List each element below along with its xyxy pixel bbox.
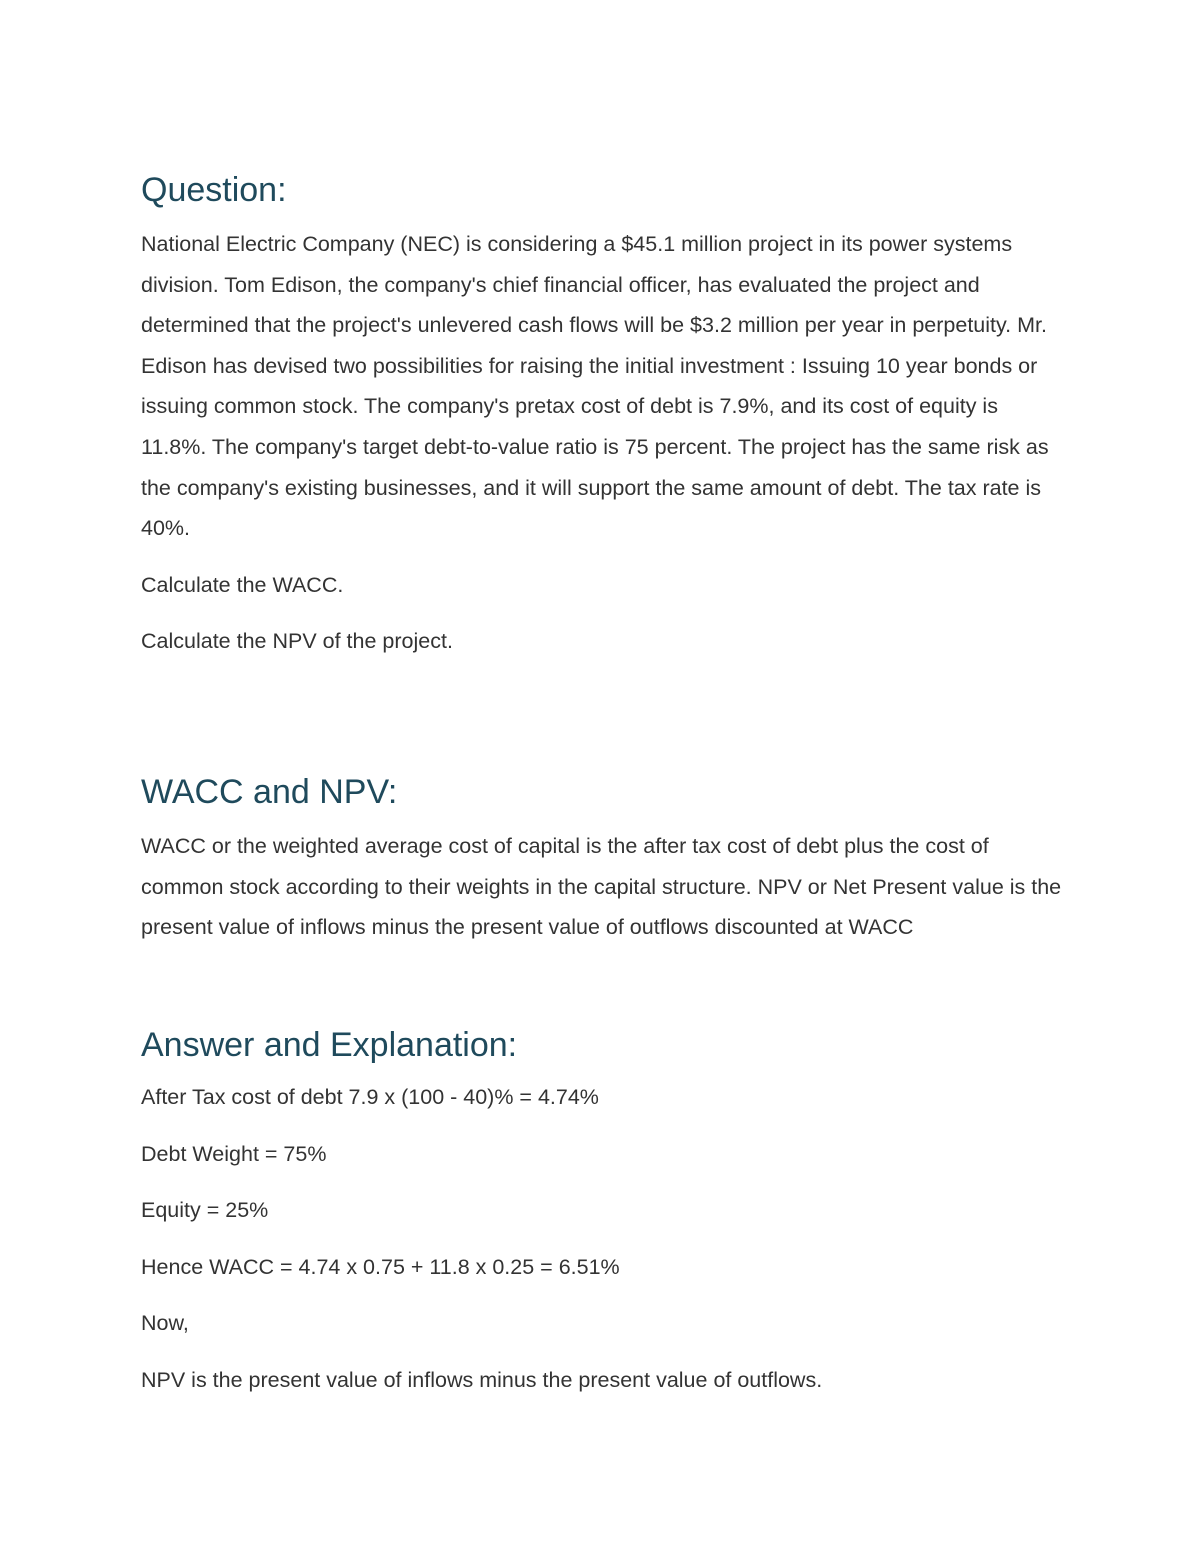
question-body: National Electric Company (NEC) is considering a $45.1 million project in its power systems division. Tom Edison, the company's chief financial officer, has evaluated the project and determined that the project's unlevered cash flows will be $3.2 million per year in perpetuity. Mr. Edison has devised two possibilities for raising the initial investment : Issuing 10 year bonds or issuing common stock. The company's pretax cost of debt is 7.9%, and its cost of equity is 11.8%. The company's target debt-to-value ratio is 75 percent. The project has the same risk as the company's existing businesses, and it will support the same amount of debt. The tax rate is 40%. xyxy=(141,232,1049,541)
wacc-result-line: Hence WACC = 4.74 x 0.75 + 11.8 x 0.25 = 6.51% xyxy=(141,1255,620,1279)
answer-heading: Answer and Explanation: xyxy=(141,1026,518,1064)
debt-weight-line: Debt Weight = 75% xyxy=(141,1142,327,1166)
task-npv: Calculate the NPV of the project. xyxy=(141,629,453,653)
question-heading: Question: xyxy=(141,171,287,209)
npv-definition-line: NPV is the present value of inflows minus the present value of outflows. xyxy=(141,1368,823,1392)
concept-heading: WACC and NPV: xyxy=(141,773,398,811)
concept-body: WACC or the weighted average cost of capital is the after tax cost of debt plus the cost of common stock according to their weights in the capital structure. NPV or Net Present value is the present value of inflows minus the present value of outflows discounted at WACC xyxy=(141,834,1062,940)
now-line: Now, xyxy=(141,1311,189,1335)
equity-weight-line: Equity = 25% xyxy=(141,1198,269,1222)
task-wacc: Calculate the WACC. xyxy=(141,573,344,597)
after-tax-debt-line: After Tax cost of debt 7.9 x (100 - 40)% = 4.74% xyxy=(141,1085,599,1109)
